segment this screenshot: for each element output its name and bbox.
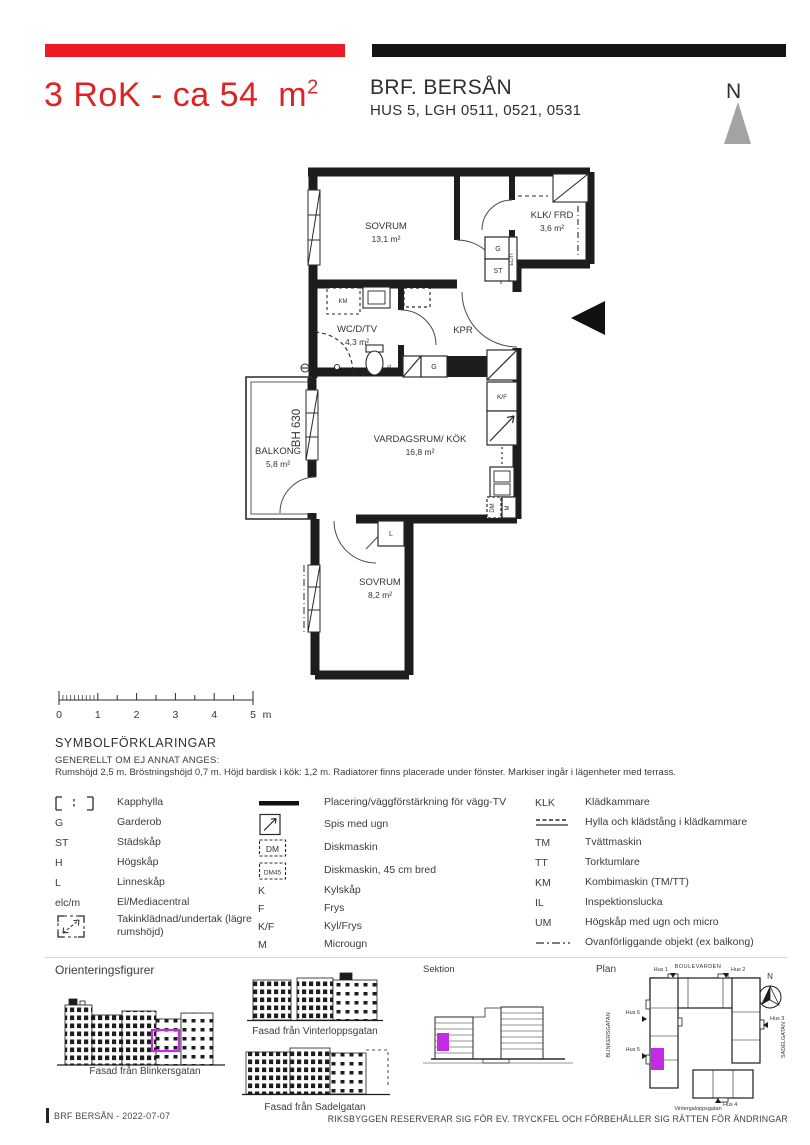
legend-code: F <box>258 903 265 915</box>
legend-label: Linneskåp <box>117 876 165 889</box>
legend-label: Frys <box>324 902 345 915</box>
facade-sadelgatan-drawing <box>240 1042 392 1100</box>
site-plan-north-label: N <box>767 972 773 981</box>
legend-row <box>55 913 285 949</box>
footer-disclaimer: RIKSBYGGEN RESERVERAR SIG FÖR EV. TRYCKFEL OCH FÖRBEHÅLLER SIG RÄTTEN FÖR ÄNDRINGAR <box>327 1114 788 1124</box>
takinkladnad-symbol-icon <box>55 913 117 941</box>
legend-code: UM <box>535 917 552 929</box>
legend-row <box>535 913 787 933</box>
room-balkong-name: BALKONG <box>255 446 301 457</box>
hus2-label: Hus 2 <box>731 967 746 973</box>
legend-code: DM45 <box>263 869 282 876</box>
legend-row <box>258 813 520 836</box>
legend-label: Kombimaskin (TM/TT) <box>585 876 689 889</box>
scale-bar <box>59 691 253 705</box>
project-name: BRF. BERSÅN <box>370 76 513 99</box>
north-label: N <box>726 80 742 103</box>
scale-2: 2 <box>133 709 140 721</box>
legend-code: KLK <box>535 797 555 809</box>
hall-strip-fixtures <box>403 356 447 377</box>
stove-symbol-icon <box>258 813 324 836</box>
street-vintergaloppsgatan: Vintergaloppsgatan <box>674 1106 722 1112</box>
facade-blinkersgatan-drawing <box>55 990 227 1072</box>
black-header-bar <box>372 44 786 57</box>
legend-label: Klädkammare <box>585 796 650 809</box>
orientation-heading: Orienteringsfigurer <box>55 963 155 977</box>
hus3-label: Hus 3 <box>770 1016 785 1022</box>
window-symbols <box>304 190 320 632</box>
label-kf: K/F <box>496 394 508 401</box>
legend-code: elc/m <box>55 897 81 909</box>
legend-general-note: Rumshöjd 2,5 m. Bröstningshöjd 0,7 m. Höjd bardisk i kök: 1,2 m. Radiatorer finns placerade under fönster. Markiser ingår i lägenheter med terrass. <box>55 767 676 778</box>
entrance-arrow-icon <box>571 301 605 335</box>
legend-label: El/Mediacentral <box>117 896 190 909</box>
legend-code: K <box>258 885 266 897</box>
legend-label: Takinklädnad/undertak (lägre rumshöjd) <box>117 913 252 939</box>
apartment-walls <box>308 172 590 675</box>
legend-label: Diskmaskin <box>324 840 378 853</box>
highlight-unit-site-plan <box>651 1048 664 1070</box>
scale-4: 4 <box>211 709 218 721</box>
room-sovrum2-name: SOVRUM <box>359 577 401 588</box>
legend-row <box>55 873 285 893</box>
floorplan-drawing <box>0 160 810 735</box>
legend-code: K/F <box>258 921 275 933</box>
label-elit: EL/IT <box>509 252 515 266</box>
legend-row <box>258 918 520 936</box>
legend-label: Diskmaskin, 45 cm bred <box>324 863 437 876</box>
label-g2: G <box>431 364 437 371</box>
legend-code: IL <box>535 897 544 909</box>
kapphylla-symbol-icon <box>55 796 117 811</box>
legend-row <box>258 859 520 882</box>
legend-code: L <box>55 877 61 889</box>
street-boulevarden: BOULEVARDEN <box>674 964 722 970</box>
facade-vinterloppsgatan-drawing <box>245 972 385 1027</box>
legend-label: Garderob <box>117 816 162 829</box>
title-superscript: 2 <box>307 76 319 99</box>
hus5-label: Hus 5 <box>625 1047 640 1053</box>
label-l: L <box>389 531 393 538</box>
legend-row <box>535 933 787 953</box>
facade-blinkersgatan-caption: Fasad från Blinkersgatan <box>89 1066 201 1077</box>
red-header-bar <box>45 44 345 57</box>
legend-code: DM <box>265 843 280 854</box>
shelf-rail-symbol-icon <box>535 817 585 829</box>
street-sadelgatan: SADELGATAN <box>781 1021 787 1059</box>
site-plan-compass-icon <box>759 972 781 1008</box>
room-sovrum1-name: SOVRUM <box>365 221 407 232</box>
label-km: KM <box>338 299 348 305</box>
scale-3: 3 <box>172 709 179 721</box>
site-plan-drawing <box>598 960 798 1112</box>
page-title <box>44 76 319 115</box>
legend-column-3 <box>535 793 787 953</box>
legend-label: Microugn <box>324 938 368 951</box>
room-klk-area: 3,6 m² <box>539 223 565 233</box>
title-text: 3 RoK - ca 54 m <box>44 76 308 114</box>
legend-row <box>258 936 520 954</box>
legend-code: TM <box>535 837 551 849</box>
legend-column-1 <box>55 793 285 949</box>
legend-label: Kylskåp <box>324 884 361 897</box>
scale-0: 0 <box>56 709 62 721</box>
site-plan-buildings <box>646 974 764 1102</box>
legend-row <box>535 813 787 833</box>
legend-label: Hylla och klädstång i klädkammare <box>585 816 748 829</box>
facade-vinterloppsgatan-caption: Fasad från Vinterloppsgatan <box>252 1026 378 1037</box>
hus4-label: Hus 4 <box>723 1102 738 1108</box>
room-wc-area: 4,3 m² <box>344 337 370 347</box>
section-divider <box>45 957 787 958</box>
scale-5: 5 <box>250 709 256 721</box>
legend-row <box>535 893 787 913</box>
legend-row <box>535 873 787 893</box>
label-il: IL <box>387 363 393 369</box>
legend-label: Kyl/Frys <box>324 920 362 933</box>
legend-row <box>55 853 285 873</box>
legend-column-2 <box>258 793 520 954</box>
room-klk-name: KLK/ FRD <box>530 210 574 221</box>
room-balkong-area: 5,8 m² <box>265 459 291 469</box>
room-sovrum1-area: 13,1 m² <box>371 234 401 244</box>
highlight-unit-sektion <box>437 1033 449 1051</box>
north-arrow-icon <box>714 96 764 150</box>
legend-row <box>55 833 285 853</box>
footer-project-date: BRF BERSÅN - 2022-07-07 <box>54 1111 171 1121</box>
dishwasher-45-symbol-icon <box>258 861 324 881</box>
legend-subheading: GENERELLT OM EJ ANNAT ANGES: <box>55 755 220 766</box>
scale-unit: m <box>262 709 272 721</box>
label-g1: G <box>495 246 501 253</box>
legend-code: G <box>55 817 64 829</box>
legend-label: Torktumlare <box>585 856 640 869</box>
balcony-height-label: BH 630 <box>291 408 303 448</box>
sektion-label: Sektion <box>423 964 455 975</box>
legend-row <box>535 833 787 853</box>
wall-chunk <box>447 356 487 377</box>
legend-heading: SYMBOLFÖRKLARINGAR <box>55 736 217 750</box>
legend-code: ST <box>55 837 69 849</box>
legend-row <box>55 793 285 813</box>
legend-label: Placering/väggförstärkning för vägg-TV <box>324 796 507 809</box>
plan-label: Plan <box>596 964 617 975</box>
legend-row <box>258 900 520 918</box>
legend-row <box>55 893 285 913</box>
legend-row <box>535 793 787 813</box>
overhead-object-symbol-icon <box>535 938 585 948</box>
legend-label: Högskåp <box>117 856 159 869</box>
street-blinkersgatan: BLINKERSGATAN <box>606 1012 612 1058</box>
legend-row <box>258 836 520 859</box>
room-vardagsrum-name: VARDAGSRUM/ KÖK <box>373 434 467 445</box>
wall-tv-symbol-icon <box>258 798 324 808</box>
scale-bar-numbers <box>56 709 272 721</box>
legend-row <box>258 882 520 900</box>
label-st: ST <box>493 268 503 275</box>
legend-label: Spis med ugn <box>324 817 389 830</box>
kitchen-fixtures <box>487 350 517 518</box>
legend-row <box>55 813 285 833</box>
legend-row <box>258 793 520 813</box>
label-dm: DM <box>490 503 496 513</box>
scale-1: 1 <box>94 709 101 721</box>
room-vardagsrum-area: 16,8 m² <box>405 447 435 457</box>
label-m: M <box>505 505 511 511</box>
legend-code: M <box>258 939 267 951</box>
room-kpr-name: KPR <box>453 325 473 336</box>
legend-code: TT <box>535 857 548 869</box>
hus1-label: Hus 1 <box>653 967 668 973</box>
facade-sadelgatan-caption: Fasad från Sadelgatan <box>264 1102 366 1113</box>
legend-label: Ovanförliggande objekt (ex balkong) <box>585 936 754 949</box>
dishwasher-symbol-icon <box>258 838 324 858</box>
footer-accent-bar <box>46 1108 49 1123</box>
room-sovrum2-area: 8,2 m² <box>367 590 393 600</box>
legend-label: Kapphylla <box>117 796 164 809</box>
legend-code: KM <box>535 877 551 889</box>
house-apartment-line: HUS 5, LGH 0511, 0521, 0531 <box>370 102 582 119</box>
legend-row <box>535 853 787 873</box>
legend-code: H <box>55 857 63 869</box>
legend-label: Städskåp <box>117 836 161 849</box>
room-wc-name: WC/D/TV <box>336 324 378 335</box>
legend-label: Tvättmaskin <box>585 836 642 849</box>
sektion-drawing <box>423 995 573 1073</box>
legend-label: Inspektionslucka <box>585 896 663 909</box>
legend-label: Högskåp med ugn och micro <box>585 916 719 929</box>
hus6-label: Hus 6 <box>625 1010 640 1016</box>
